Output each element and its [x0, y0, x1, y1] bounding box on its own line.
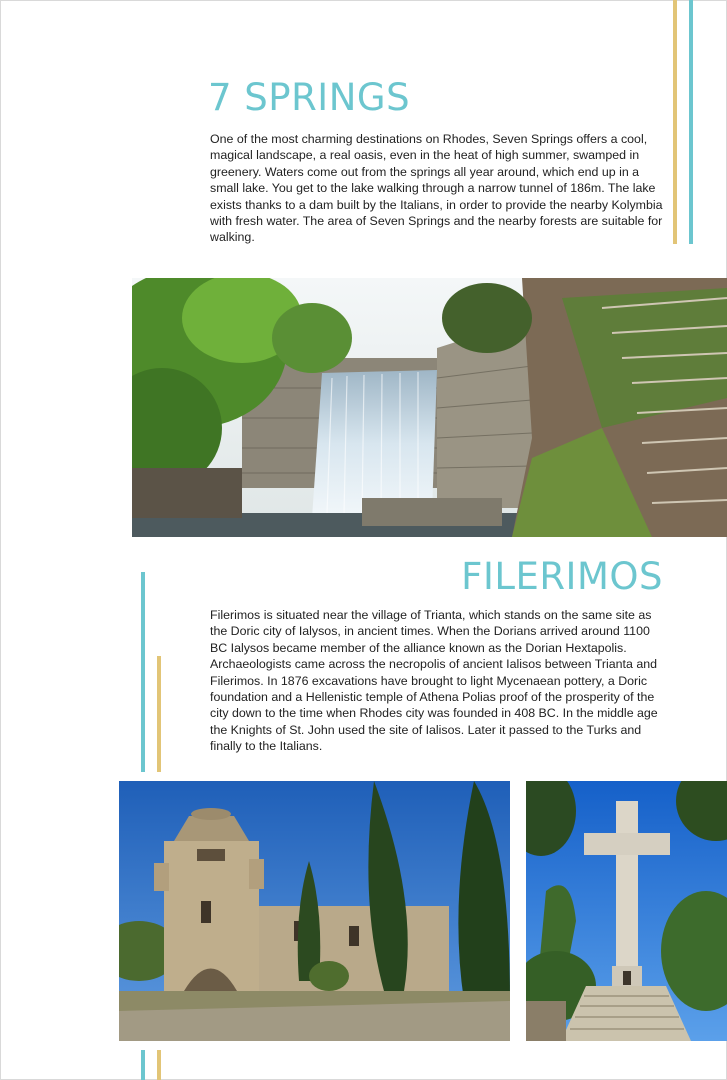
section-text-filerimos: Filerimos is situated near the village of Trianta, which stands on the same site as the Doric city of Ialysos, in ancient times. When the Dorians arrived around 1100 BC Ialysos became member of the alliance known as the Dorian Hextapolis. Archaeologists came across the necropolis of ancient Ialisos between Trianta and Filerimos. In 1876 excavations have brought to light Mycenaean pottery, a Doric foundation and a Hellenistic temple of Athena Polias proof of the prosperity of the city down to the time when Rhodes city was founded in 408 BC. In the middle age the Knights of St. John used the site of Ialisos. Later it passed to the Turks and finally to the Italians. [210, 608, 658, 754]
section-text-seven-springs: One of the most charming destinations on Rhodes, Seven Springs offers a cool, magical landscape, a real oasis, even in the heat of high summer, swamped in greenery. Waters come out from the springs all year around, which end up in a small lake. You get to the lake walking through a narrow tunnel of 186m. The lake exists thanks to a dam built by the Italians, in order to provide the nearby Kolymbia with fresh water. The area of Seven Springs and the nearby forests are suitable for walking. [210, 132, 663, 245]
section-title-filerimos: FILERIMOS [461, 555, 663, 598]
mid-left-gold-bar [157, 656, 161, 772]
top-right-teal-bar [689, 0, 693, 244]
top-right-gold-bar [673, 0, 677, 244]
mid-left-teal-bar [141, 572, 145, 772]
bottom-left-gold-bar [157, 1050, 161, 1080]
cross-photo [526, 781, 727, 1041]
waterfall-dam-photo [132, 278, 727, 537]
section-title-seven-springs: 7 SPRINGS [208, 76, 411, 119]
monastery-photo [119, 781, 510, 1041]
bottom-left-teal-bar [141, 1050, 145, 1080]
